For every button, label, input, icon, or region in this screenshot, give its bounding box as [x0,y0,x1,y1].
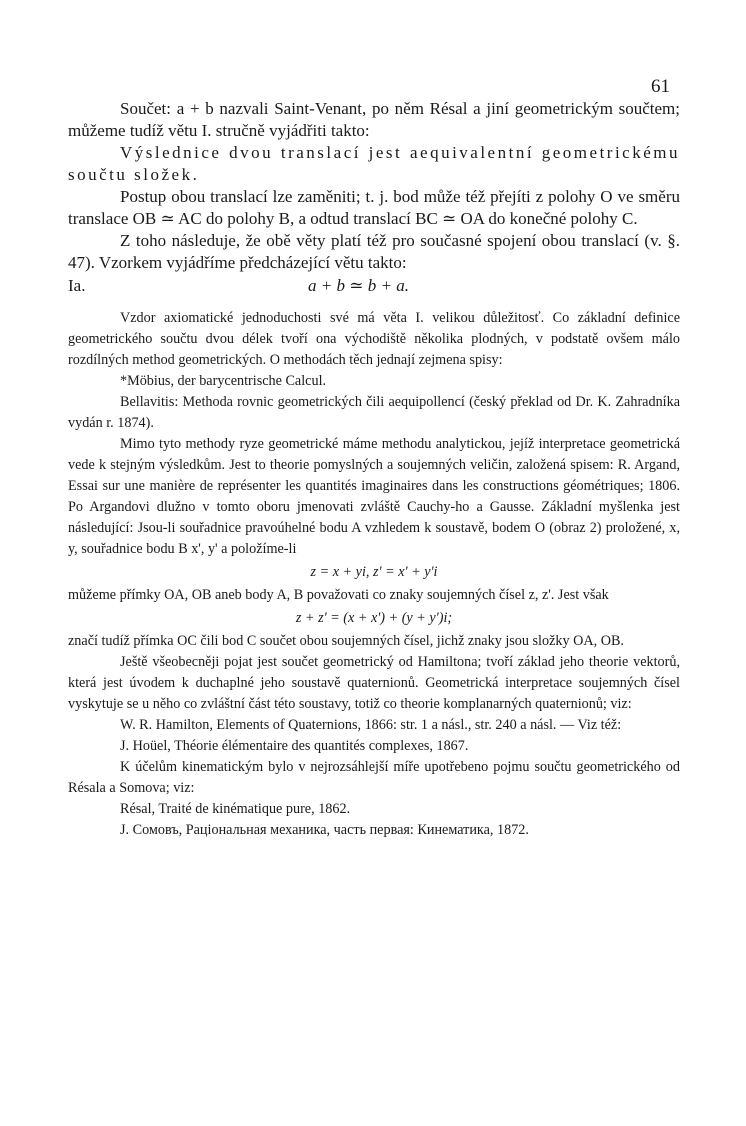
note-paragraph-hamilton: Ještě všeobecněji pojat jest součet geometrický od Hamiltona; tvoří základ jeho theorie vektorů, která jest úvodem k duchaplné jeho soustavě quaternionů. Geometrická interpretace soujemných čísel vyskytuje se u něho co zvláštní část této soustavy, totiž co theorie komplanarných quaternionů; viz: [68,654,680,712]
note-reference-somov: J. Сомовъ, Раціональная механика, часть первая: Кинематика, 1872. [120,822,529,838]
paragraph-translation-order: Postup obou translací lze zaměniti; t. j. bod může též přejíti z polohy O ve směru translace OB ≃ AC do polohy B, a odtud translací BC ≃ OA do konečné polohy C. [68,187,680,228]
note-paragraph-1: Vzdor axiomatické jednoduchosti své má věta I. velikou důležitosť. Co základní definice geometrického součtu dvou délek tvoří ona východiště několika plodných, v podstatě ovšem málo rozdílných method geometrických. O methodách těch jednají zejmena spisy: [68,310,680,368]
page-number: 61 [651,76,670,97]
formula-expression: a + b ≃ b + a. [308,276,409,295]
note-paragraph-kinematics: K účelům kinematickým bylo v nejrozsáhlejší míře upotřebeno pojmu součtu geometrického od Résala a Somova; viz: [68,759,680,796]
paragraph-sum-definition: Součet: a + b nazvali Saint-Venant, po něm Résal a jiní geometrickým součtem; můžeme tudíž větu I. stručně vyjádřiti takto: [68,99,680,140]
page-content [68,98,680,841]
note-paragraph-oc: značí tudíž přímka OC čili bod C součet obou soujemných čísel, jichž znaky jsou složky OA, OB. [68,633,624,649]
formula-ia [68,274,680,302]
equation-sum: z + z' = (x + x') + (y + y')i; [295,610,453,626]
note-reference-hamilton: W. R. Hamilton, Elements of Quaternions, 1866: str. 1 a násl., str. 240 a násl. — Viz též: [120,717,622,733]
note-reference-mobius: *Möbius, der barycentrische Calcul. [120,373,327,389]
theorem-statement: Výslednice dvou translací jest aequivalentní geometrickému součtu složek. [68,143,680,184]
note-paragraph-complex: můžeme přímky OA, OB aneb body A, B považovati co znaky soujemných čísel z, z'. Jest však [68,587,609,603]
main-text [68,98,680,302]
formula-label: Ia. [68,276,86,295]
note-reference-houel: J. Hoüel, Théorie élémentaire des quantités complexes, 1867. [120,738,469,754]
paragraph-consequence: Z toho následuje, že obě věty platí též pro současné spojení obou translací (v. §. 47). Vzorkem vyjádříme předcházející větu takto: [68,231,680,272]
note-paragraph-argand: Mimo tyto methody ryze geometrické máme methodu analytickou, jejíž interpretace geometrická vede k stejným výsledkům. Jest to theorie pomyslných a soujemných veličin, založená spisem: R. Argand, Essai sur une manière de représenter les quantités imaginaires dans les constructions géométriques; 1806. Po Argandovi dlužno v tomto oboru jmenovati zvláště Cauchy-ho a Gausse. Základní myšlenka jest následující: Jsou-li souřadnice pravoúhelné bodu A vzhledem k soustavě, bodem O (obraz 2) proložené, x, y, souřadnice bodu B x', y' a položíme-li [68,436,680,557]
equation-complex-numbers: z = x + yi, z' = x' + y'i [310,564,438,580]
note-reference-resal: Résal, Traité de kinématique pure, 1862. [120,801,351,817]
note-reference-bellavitis: Bellavitis: Methoda rovnic geometrických čili aequipollencí (český překlad od Dr. K. Zahradníka vydán r. 1874). [68,394,680,431]
footnote-text [68,308,680,841]
